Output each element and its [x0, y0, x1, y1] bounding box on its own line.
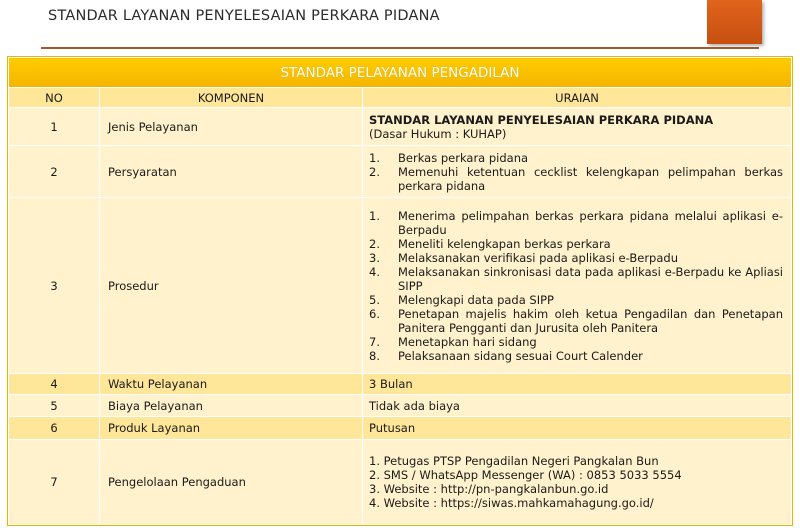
list-item: 3. Melaksanakan verifikasi pada aplikasi e-Berpadu [369, 250, 678, 265]
list-item: 2. Memenuhi ketentuan cecklist kelengkapan pelimpahan berkas perkara pidana [369, 164, 783, 193]
row-komponen: Jenis Pelayanan [100, 108, 363, 146]
row-number: 4 [9, 374, 100, 395]
row-uraian: 3 Bulan [363, 374, 792, 395]
row-number: 1 [9, 108, 100, 146]
list-item: 7. Menetapkan hari sidang [369, 334, 537, 349]
uraian-title: STANDAR LAYANAN PENYELESAIAN PERKARA PIDANA [369, 112, 714, 127]
complaint-channel: 2. SMS / WhatsApp Messenger (WA) : 0853 5033 5554 [369, 468, 682, 482]
table-row [9, 198, 792, 374]
row-number: 6 [9, 417, 100, 440]
list-item: 2. Meneliti kelengkapan berkas perkara [369, 236, 611, 251]
row-uraian: Tidak ada biaya [363, 395, 792, 417]
table-row [9, 108, 792, 146]
row-uraian [363, 146, 792, 198]
column-header-uraian: URAIAN [363, 88, 792, 108]
uraian-subtitle: (Dasar Hukum : KUHAP) [369, 126, 507, 141]
list-item: 1. Menerima pelimpahan berkas perkara pidana melalui aplikasi e-Berpadu [369, 208, 783, 237]
requirements-list [369, 151, 783, 193]
row-number: 7 [9, 440, 100, 525]
slide-title: STANDAR LAYANAN PENYELESAIAN PERKARA PIDANA [48, 8, 440, 24]
list-item: 5. Melengkapi data pada SIPP [369, 292, 554, 307]
row-komponen: Prosedur [100, 198, 363, 374]
table-row [9, 417, 792, 440]
row-komponen: Produk Layanan [100, 417, 363, 440]
list-item: 4. Melaksanakan sinkronisasi data pada aplikasi e-Berpadu ke Apliasi SIPP [369, 264, 783, 293]
row-komponen: Waktu Pelayanan [100, 374, 363, 395]
column-header-no: NO [9, 88, 100, 108]
table-row [9, 374, 792, 395]
row-number: 2 [9, 146, 100, 198]
title-divider [41, 47, 759, 49]
corner-accent-square [707, 0, 762, 44]
row-uraian [363, 198, 792, 374]
table-row [9, 395, 792, 417]
row-uraian [363, 108, 792, 146]
row-number: 3 [9, 198, 100, 374]
row-komponen: Pengelolaan Pengaduan [100, 440, 363, 525]
complaint-channel: 1. Petugas PTSP Pengadilan Negeri Pangkalan Bun [369, 454, 659, 468]
row-uraian [363, 440, 792, 525]
table-row [9, 146, 792, 198]
list-item: 1. Berkas perkara pidana [369, 150, 529, 165]
complaint-channel: 4. Website : https://siwas.mahkamahagung.go.id/ [369, 496, 654, 510]
row-komponen: Biaya Pelayanan [100, 395, 363, 417]
row-number: 5 [9, 395, 100, 417]
row-komponen: Persyaratan [100, 146, 363, 198]
complaint-channel: 3. Website : http://pn-pangkalanbun.go.id [369, 482, 609, 496]
table-row [9, 440, 792, 525]
list-item: 6. Penetapan majelis hakim oleh ketua Pengadilan dan Penetapan Panitera Pengganti dan Jurusita oleh Panitera [369, 306, 783, 335]
column-header-komponen: KOMPONEN [100, 88, 363, 108]
table-banner: STANDAR PELAYANAN PENGADILAN [9, 58, 792, 88]
procedure-list [369, 209, 783, 363]
standar-pelayanan-table [7, 56, 793, 526]
list-item: 8. Pelaksanaan sidang sesuai Court Calender [369, 348, 643, 363]
row-uraian: Putusan [363, 417, 792, 440]
